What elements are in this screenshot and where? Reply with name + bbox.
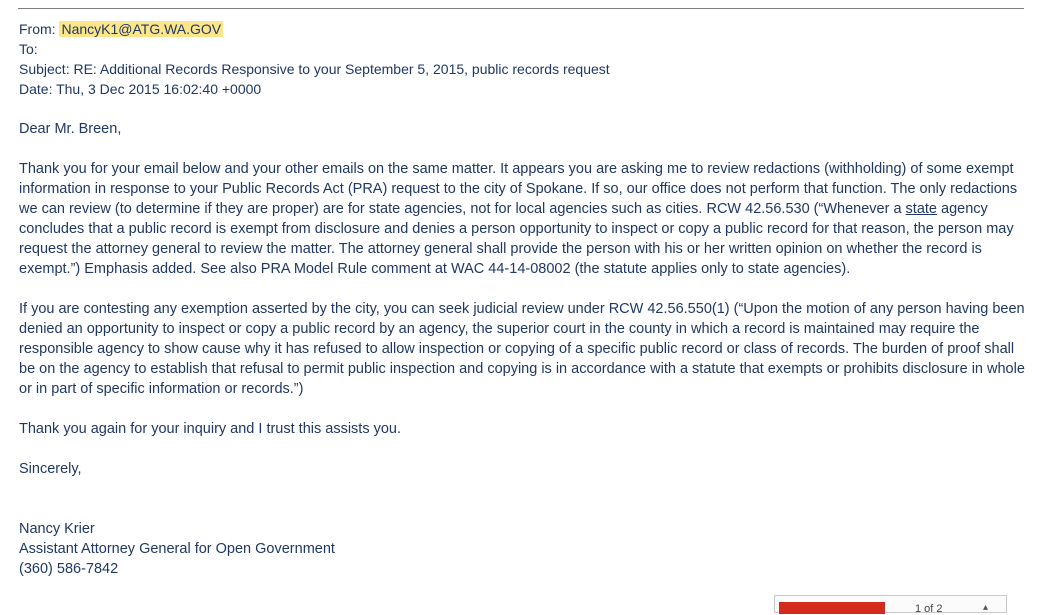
subject-row: Subject: RE: Additional Records Responsive to your September 5, 2015, public records request xyxy=(19,61,610,77)
from-row xyxy=(19,19,610,39)
paragraph-2: If you are contesting any exemption asserted by the city, you can seek judicial review under RCW 42.56.550(1) (“Upon the motion of any person having been denied an opportunity to inspect or copy a public record by an agency, the superior court in the county in which a record is maintained may require the responsible agency to show cause why it has refused to allow inspection or copying of a specific public record or class of records. The burden of proof shall be on the agency to establish that refusal to permit public inspection and copying is in accordance with a statute that exempts or prohibits disclosure in whole or in part of specific information or records.”) xyxy=(19,301,1025,397)
email-body xyxy=(19,119,1034,579)
signature-phone: (360) 586-7842 xyxy=(19,561,119,577)
to-row xyxy=(19,39,610,59)
greeting: Dear Mr. Breen, xyxy=(19,121,122,137)
viewer-toolbar xyxy=(774,595,1007,613)
top-divider xyxy=(18,8,1024,9)
chevron-up-icon[interactable]: ▴ xyxy=(983,602,989,613)
page-indicator: 1 of 2 xyxy=(915,603,943,615)
toolbar-red-button[interactable] xyxy=(779,602,885,614)
to-label: To: xyxy=(19,41,38,57)
closing: Sincerely, xyxy=(19,461,82,477)
signature-title: Assistant Attorney General for Open Government xyxy=(19,541,335,557)
from-label: From: xyxy=(19,21,60,37)
paragraph-1 xyxy=(19,159,1034,279)
date-row: Date: Thu, 3 Dec 2015 16:02:40 +0000 xyxy=(19,81,262,97)
from-address[interactable]: NancyK1@ATG.WA.GOV xyxy=(61,21,222,37)
emphasis-state: state xyxy=(905,201,937,217)
signature-name: Nancy Krier xyxy=(19,521,95,537)
email-header xyxy=(19,19,610,99)
paragraph-3: Thank you again for your inquiry and I trust this assists you. xyxy=(19,421,402,437)
paragraph-1-part-a: Thank you for your email below and your other emails on the same matter. It appears you are asking me to review redactions (withholding) of some exempt information in response to your Public Records Act (PRA) request to the city of Spokane. If so, our office does not perform that function. The only redactions we can review (to determine if they are proper) are for state agencies, not for local agencies such as cities. RCW 42.56.530 (“Whenever a xyxy=(19,161,1018,217)
paragraph-1-part-b: agency concludes that a public record is exempt from disclosure and denies a person opportunity to inspect or copy a public record for that reason, the person may request the attorney general to review the matter. The attorney general shall provide the person with his or her written opinion on whether the record is exempt.”) Emphasis added. See also PRA Model Rule comment at WAC 44-14-08002 (the statute applies only to state agencies). xyxy=(19,201,1014,277)
